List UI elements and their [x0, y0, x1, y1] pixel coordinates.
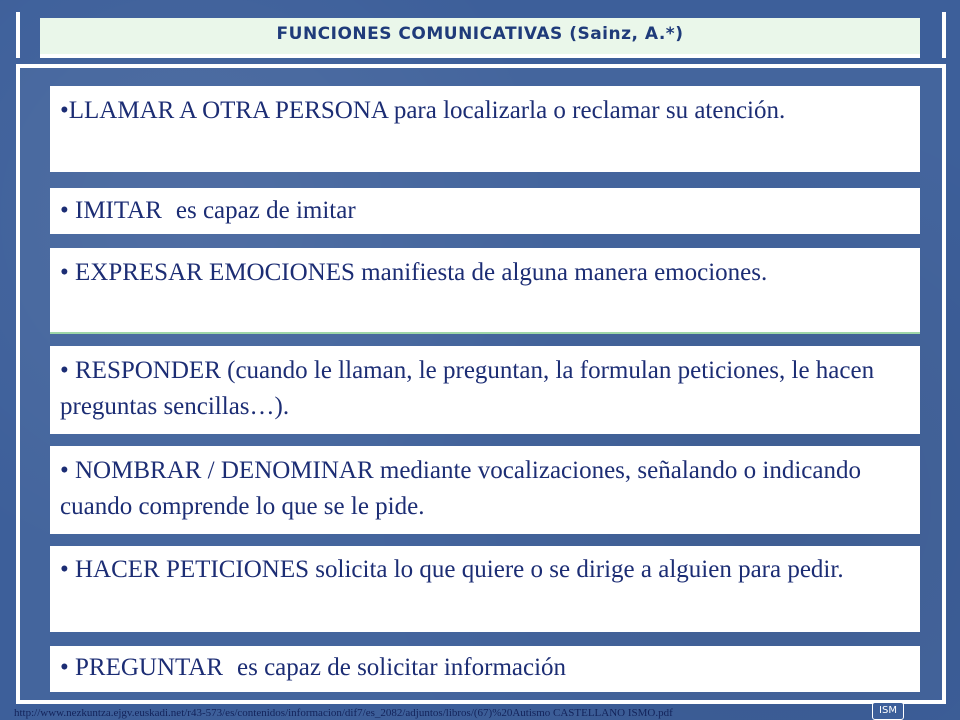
item-expresar-text: • EXPRESAR EMOCIONES manifiesta de alguna manera emociones.	[60, 259, 768, 286]
item-preguntar-desc: es capaz de solicitar información	[237, 654, 567, 681]
item-expresar	[50, 248, 920, 334]
item-preguntar	[50, 646, 920, 692]
item-llamar-text: •LLAMAR A OTRA PERSONA para localizarla o reclamar su atención.	[60, 97, 786, 124]
top-left-frame-edge	[16, 12, 20, 58]
item-responder	[50, 346, 920, 434]
item-responder-text: • RESPONDER (cuando le llaman, le preguntan, la formulan peticiones, le hacen preguntas sencillas…).	[60, 357, 875, 420]
item-preguntar-term: • PREGUNTAR	[60, 654, 224, 681]
title-bar	[40, 18, 920, 58]
page-title: FUNCIONES COMUNICATIVAS (Sainz, A.*)	[276, 24, 684, 44]
item-nombrar	[50, 446, 920, 534]
item-nombrar-text: • NOMBRAR / DENOMINAR mediante vocalizaciones, señalando o indicando cuando comprende lo que se le pide.	[60, 457, 861, 520]
item-imitar	[50, 188, 920, 234]
item-hacer-peticiones	[50, 546, 920, 632]
slide-logo-icon[interactable]: ISM	[872, 702, 904, 720]
top-right-frame-edge	[942, 12, 946, 58]
item-hacer-peticiones-text: • HACER PETICIONES solicita lo que quiere o se dirige a alguien para pedir.	[60, 556, 844, 583]
item-imitar-term: • IMITAR	[60, 197, 162, 224]
item-llamar	[50, 86, 920, 172]
source-url[interactable]: http://www.nezkuntza.ejgv.euskadi.net/r43-573/es/contenidos/informacion/dif7/es_2082/adjuntos/libros/(67)%20Autismo CASTELLANO ISMO.pdf	[14, 707, 673, 719]
item-imitar-desc: es capaz de imitar	[175, 197, 356, 224]
